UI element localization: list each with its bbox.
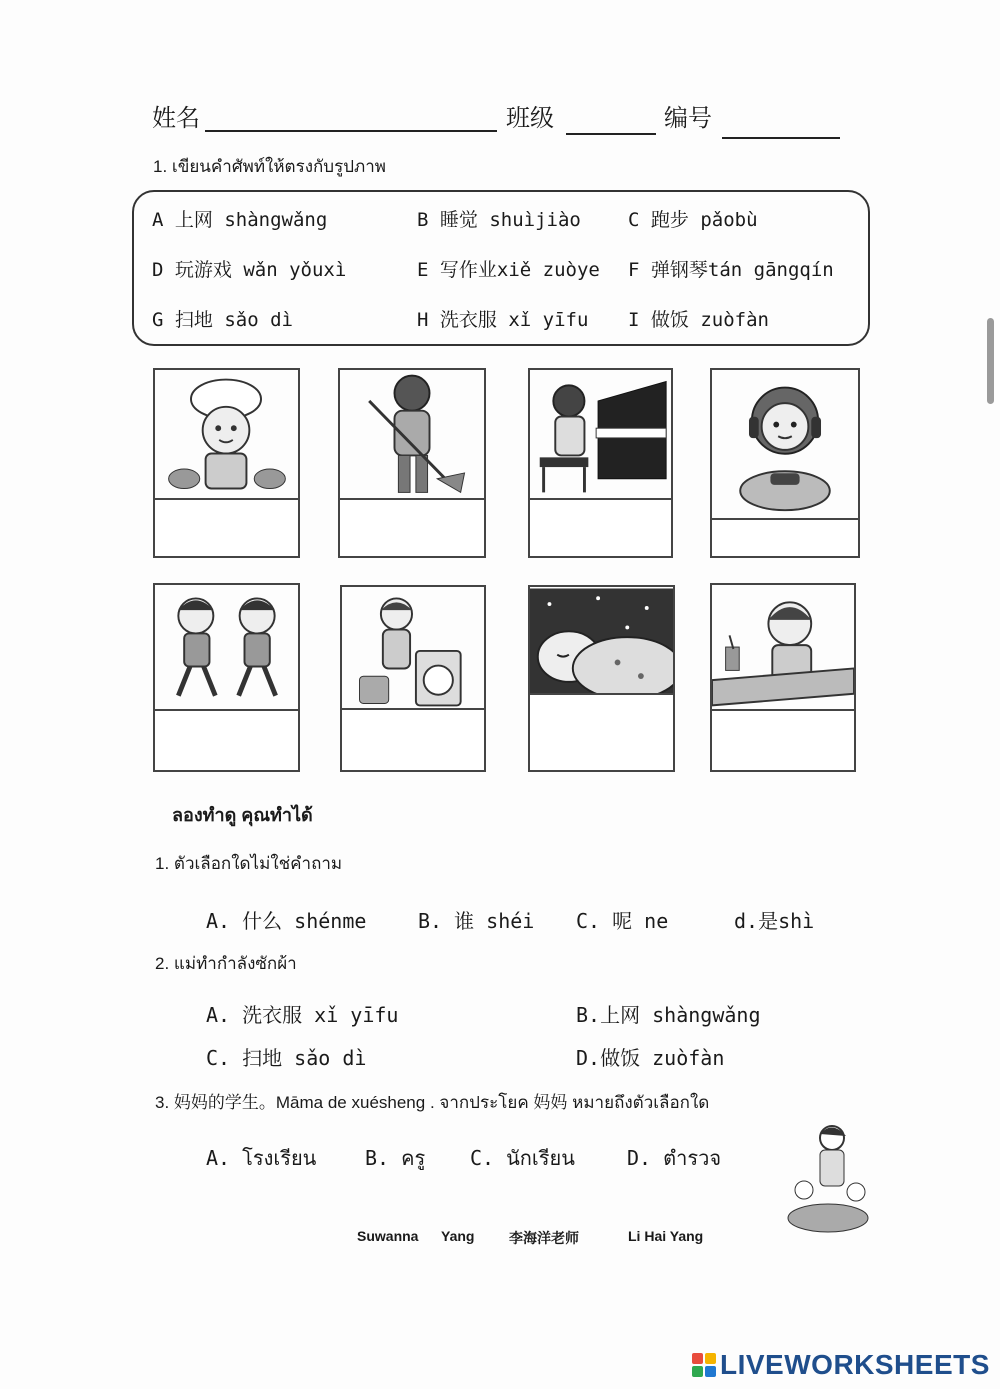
answer-box-2[interactable] [340, 498, 484, 556]
number-line [722, 137, 840, 139]
answer-box-7[interactable] [530, 693, 673, 770]
q2-option-c[interactable]: C. 扫地 sǎo dì [206, 1046, 367, 1070]
credit-3: 李海洋老师 [509, 1230, 579, 1246]
vocab-item-b: B 睡觉 shuìjiào [417, 209, 581, 231]
q1-option-c[interactable]: C. 呢 ne [576, 909, 669, 933]
q2-option-b[interactable]: B.上网 shàngwǎng [576, 1003, 761, 1027]
liveworksheets-brand[interactable] [692, 1350, 990, 1380]
q2-option-d[interactable]: D.做饭 zuòfàn [576, 1046, 725, 1070]
sweeping-boy-icon [340, 370, 484, 500]
homework-boy-icon [712, 585, 854, 713]
picture-card-4 [710, 368, 860, 558]
q1-option-d[interactable]: d.是shì [734, 909, 815, 933]
credit-1: Suwanna [357, 1228, 419, 1244]
question-2: 2. แม่ทำกำลังซักผ้า [155, 954, 297, 973]
name-label: 姓名 [152, 104, 200, 132]
answer-box-6[interactable] [342, 708, 484, 770]
vocab-item-c: C 跑步 pǎobù [628, 209, 758, 231]
vocab-item-d: D 玩游戏 wǎn yǒuxì [152, 259, 347, 281]
question-3: 3. 妈妈的学生。Māma de xuésheng . จากประโยค 妈妈 หมายถึงตัวเลือกใด [155, 1093, 710, 1112]
answer-box-3[interactable] [530, 498, 671, 556]
q3-option-d[interactable]: D. ตำรวจ [627, 1146, 722, 1170]
laundry-girl-icon [342, 587, 484, 712]
vocab-item-a: A 上网 shàngwǎng [152, 209, 328, 231]
instruction-text: 1. เขียนคำศัพท์ให้ตรงกับรูปภาพ [153, 157, 386, 176]
picture-card-1 [153, 368, 300, 558]
answer-box-5[interactable] [155, 709, 298, 770]
vocab-item-i: I 做饭 zuòfàn [628, 309, 769, 331]
teacher-students-icon [782, 1120, 874, 1236]
quiz-title: ลองทำดู คุณทำได้ [172, 805, 313, 825]
q3-option-c[interactable]: C. นักเรียน [470, 1146, 575, 1170]
answer-box-1[interactable] [155, 498, 298, 556]
answer-box-4[interactable] [712, 518, 858, 556]
piano-boy-icon [530, 370, 671, 500]
answer-box-8[interactable] [712, 709, 854, 770]
credit-4: Li Hai Yang [628, 1228, 704, 1244]
picture-card-5 [153, 583, 300, 772]
class-line [566, 133, 656, 135]
liveworksheets-logo-icon [692, 1353, 716, 1377]
picture-card-2 [338, 368, 486, 558]
name-line [205, 130, 497, 132]
vocab-item-h: H 洗衣服 xǐ yīfu [417, 309, 589, 331]
q3-option-a[interactable]: A. โรงเรียน [206, 1146, 317, 1170]
picture-card-3 [528, 368, 673, 558]
running-kids-icon [155, 585, 298, 713]
number-label: 编号 [664, 104, 712, 132]
class-label: 班级 [506, 104, 554, 132]
brand-name: LIVEWORKSHEETS [720, 1349, 990, 1380]
vocab-item-e: E 写作业xiě zuòye [417, 259, 600, 281]
q1-option-a[interactable]: A. 什么 shénme [206, 909, 367, 933]
q2-option-a[interactable]: A. 洗衣服 xǐ yīfu [206, 1003, 399, 1027]
cooking-girl-icon [155, 370, 298, 500]
picture-card-6 [340, 585, 486, 772]
q1-option-b[interactable]: B. 谁 shéi [418, 909, 535, 933]
question-1: 1. ตัวเลือกใดไม่ใช่คำถาม [155, 854, 343, 873]
q3-option-b[interactable]: B. ครู [365, 1146, 426, 1170]
picture-card-7 [528, 585, 675, 772]
vocab-item-g: G 扫地 sǎo dì [152, 309, 293, 331]
vocab-item-f: F 弹钢琴tán gāngqín [628, 259, 834, 281]
picture-card-8 [710, 583, 856, 772]
credit-2: Yang [441, 1228, 475, 1244]
scrollbar-thumb[interactable] [987, 318, 994, 404]
sleeping-kid-icon [530, 587, 673, 697]
gamer-kid-icon [712, 370, 858, 520]
